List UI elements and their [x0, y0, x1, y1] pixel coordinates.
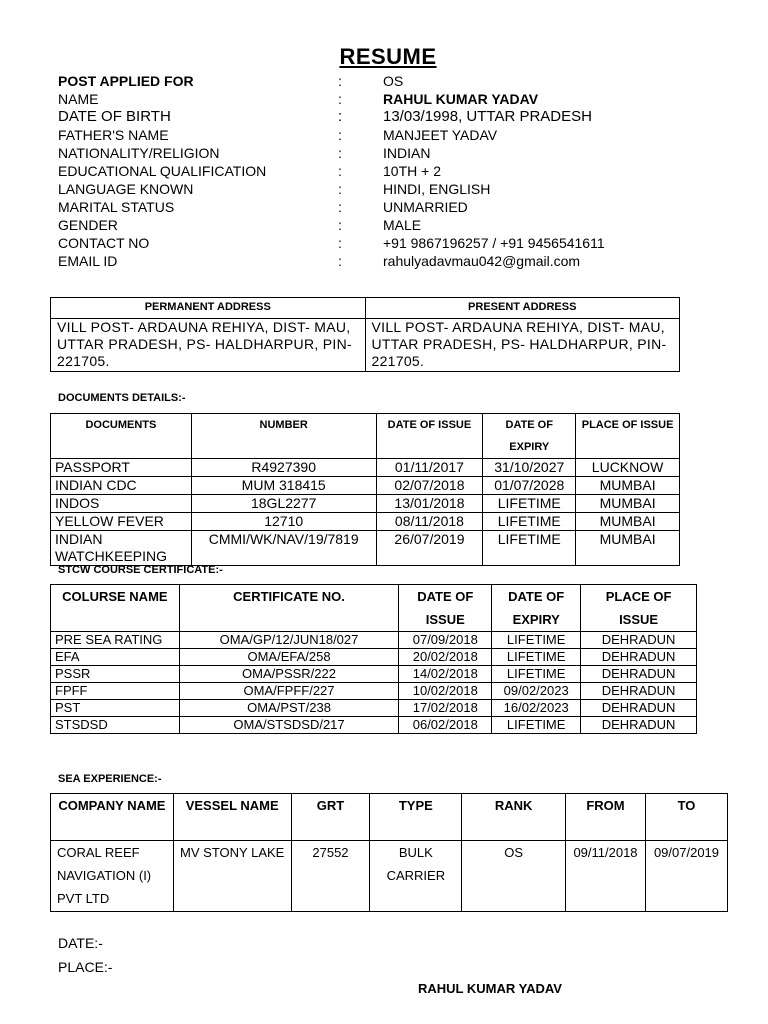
- table-cell: OMA/FPFF/227: [179, 683, 399, 700]
- column-header: GRT: [291, 794, 370, 841]
- header-row: [51, 585, 697, 632]
- table-cell: 27552: [291, 841, 370, 912]
- table-cell: DEHRADUN: [581, 683, 697, 700]
- table-cell: OMA/PSSR/222: [179, 666, 399, 683]
- info-row: [58, 126, 618, 144]
- column-header: COLURSE NAME: [51, 585, 180, 632]
- info-label: NATIONALITY/RELIGION: [58, 145, 220, 161]
- info-value: 13/03/1998, UTTAR PRADESH: [383, 108, 592, 125]
- info-label: EDUCATIONAL QUALIFICATION: [58, 163, 267, 179]
- table-cell: 20/02/2018: [399, 649, 492, 666]
- table-cell: LIFETIME: [483, 513, 576, 531]
- table-cell: LIFETIME: [492, 632, 581, 649]
- table-cell: MUMBAI: [576, 513, 680, 531]
- table-cell: DEHRADUN: [581, 632, 697, 649]
- info-value: +91 9867196257 / +91 9456541611: [383, 235, 605, 251]
- sea-experience-table: [50, 793, 728, 912]
- table-row: [51, 477, 680, 495]
- column-header: CERTIFICATE NO.: [179, 585, 399, 632]
- table-cell: 14/02/2018: [399, 666, 492, 683]
- table-cell: PST: [51, 700, 180, 717]
- table-cell: 01/07/2028: [483, 477, 576, 495]
- info-separator: :: [338, 127, 342, 143]
- table-cell: 26/07/2019: [376, 531, 483, 566]
- table-cell: LIFETIME: [483, 531, 576, 566]
- table-cell: R4927390: [191, 459, 376, 477]
- table-cell: MUMBAI: [576, 531, 680, 566]
- column-header: DOCUMENTS: [51, 414, 192, 459]
- sea-experience-heading: SEA EXPERIENCE:-: [58, 773, 162, 785]
- table-row: [51, 495, 680, 513]
- info-label: LANGUAGE KNOWN: [58, 181, 194, 197]
- table-cell: 31/10/2027: [483, 459, 576, 477]
- table-row: [51, 666, 697, 683]
- info-label: EMAIL ID: [58, 253, 118, 269]
- info-value: INDIAN: [383, 145, 431, 161]
- info-row: [58, 144, 618, 162]
- info-label: MARITAL STATUS: [58, 199, 175, 215]
- info-row: [58, 162, 618, 180]
- table-cell: 17/02/2018: [399, 700, 492, 717]
- info-value: MALE: [383, 217, 422, 233]
- header-row: [51, 794, 728, 841]
- column-header: DATE OF EXPIRY: [483, 414, 576, 459]
- table-cell: 18GL2277: [191, 495, 376, 513]
- table-cell: CMMI/WK/NAV/19/7819: [191, 531, 376, 566]
- table-row: [51, 649, 697, 666]
- info-separator: :: [338, 91, 342, 107]
- table-cell: CORAL REEF NAVIGATION (I) PVT LTD: [51, 841, 174, 912]
- table-cell: 10/02/2018: [399, 683, 492, 700]
- table-cell: 09/07/2019: [645, 841, 727, 912]
- column-header: PLACE OF ISSUE: [576, 414, 680, 459]
- permanent-address-header: PERMANENT ADDRESS: [51, 298, 366, 319]
- info-label: GENDER: [58, 217, 118, 233]
- signature-name: RAHUL KUMAR YADAV: [418, 981, 562, 996]
- table-cell: 08/11/2018: [376, 513, 483, 531]
- table-cell: DEHRADUN: [581, 700, 697, 717]
- address-table: [50, 297, 680, 372]
- table-cell: 02/07/2018: [376, 477, 483, 495]
- table-cell: DEHRADUN: [581, 649, 697, 666]
- present-address: VILL POST- ARDAUNA REHIYA, DIST- MAU, UTTAR PRADESH, PS- HALDHARPUR, PIN- 221705.: [365, 319, 680, 372]
- column-header: NUMBER: [191, 414, 376, 459]
- info-row: [58, 198, 618, 216]
- table-cell: 09/11/2018: [566, 841, 646, 912]
- info-row: [58, 108, 618, 126]
- table-cell: PASSPORT: [51, 459, 192, 477]
- table-cell: INDIAN WATCHKEEPING: [51, 531, 192, 566]
- table-row: [51, 841, 728, 912]
- documents-table: [50, 413, 680, 566]
- table-cell: OMA/GP/12/JUN18/027: [179, 632, 399, 649]
- table-cell: 16/02/2023: [492, 700, 581, 717]
- info-value: UNMARRIED: [383, 199, 468, 215]
- table-cell: DEHRADUN: [581, 717, 697, 734]
- info-label: POST APPLIED FOR: [58, 73, 194, 89]
- info-value: OS: [383, 73, 404, 89]
- info-label: CONTACT NO: [58, 235, 150, 251]
- column-header: COMPANY NAME: [51, 794, 174, 841]
- info-separator: :: [338, 163, 342, 179]
- header-row: [51, 414, 680, 459]
- info-label: FATHER'S NAME: [58, 127, 169, 143]
- info-separator: :: [338, 217, 342, 233]
- table-cell: 07/09/2018: [399, 632, 492, 649]
- column-header: VESSEL NAME: [173, 794, 291, 841]
- permanent-address: VILL POST- ARDAUNA REHIYA, DIST- MAU, UTTAR PRADESH, PS- HALDHARPUR, PIN- 221705.: [51, 319, 366, 372]
- info-separator: :: [338, 253, 342, 269]
- table-cell: 06/02/2018: [399, 717, 492, 734]
- stcw-heading: STCW COURSE CERTIFICATE:-: [58, 564, 223, 576]
- table-cell: OS: [462, 841, 566, 912]
- place-label: PLACE:-: [58, 959, 113, 975]
- table-row: [51, 700, 697, 717]
- table-row: [51, 513, 680, 531]
- resume-title: RESUME: [339, 44, 437, 69]
- table-row: [51, 531, 680, 566]
- table-cell: EFA: [51, 649, 180, 666]
- table-cell: LIFETIME: [492, 717, 581, 734]
- info-row: [58, 216, 618, 234]
- table-cell: LIFETIME: [483, 495, 576, 513]
- table-cell: FPFF: [51, 683, 180, 700]
- info-label: NAME: [58, 91, 99, 107]
- documents-heading: DOCUMENTS DETAILS:-: [58, 392, 186, 404]
- table-cell: MUMBAI: [576, 495, 680, 513]
- column-header: DATE OF ISSUE: [376, 414, 483, 459]
- column-header: FROM: [566, 794, 646, 841]
- info-value: HINDI, ENGLISH: [383, 181, 491, 197]
- info-separator: :: [338, 108, 343, 125]
- table-cell: YELLOW FEVER: [51, 513, 192, 531]
- table-cell: INDIAN CDC: [51, 477, 192, 495]
- info-separator: :: [338, 235, 342, 251]
- info-value: MANJEET YADAV: [383, 127, 498, 143]
- column-header: RANK: [462, 794, 566, 841]
- info-row: [58, 252, 618, 270]
- table-cell: INDOS: [51, 495, 192, 513]
- table-cell: STSDSD: [51, 717, 180, 734]
- table-row: [51, 717, 697, 734]
- table-cell: LIFETIME: [492, 649, 581, 666]
- table-cell: 09/02/2023: [492, 683, 581, 700]
- table-row: [51, 632, 697, 649]
- table-cell: MUMBAI: [576, 477, 680, 495]
- table-cell: 12710: [191, 513, 376, 531]
- stcw-table: [50, 584, 697, 734]
- info-row: [58, 72, 618, 90]
- table-row: [51, 459, 680, 477]
- table-cell: 13/01/2018: [376, 495, 483, 513]
- info-separator: :: [338, 181, 342, 197]
- table-cell: BULK CARRIER: [370, 841, 462, 912]
- table-cell: PSSR: [51, 666, 180, 683]
- table-cell: LIFETIME: [492, 666, 581, 683]
- table-cell: MUM 318415: [191, 477, 376, 495]
- column-header: DATE OF ISSUE: [399, 585, 492, 632]
- column-header: TO: [645, 794, 727, 841]
- personal-details: [58, 72, 618, 270]
- date-label: DATE:-: [58, 935, 103, 951]
- info-row: [58, 180, 618, 198]
- present-address-header: PRESENT ADDRESS: [365, 298, 680, 319]
- info-separator: :: [338, 199, 342, 215]
- table-row: [51, 683, 697, 700]
- table-cell: DEHRADUN: [581, 666, 697, 683]
- info-row: [58, 90, 618, 108]
- table-cell: MV STONY LAKE: [173, 841, 291, 912]
- info-separator: :: [338, 73, 342, 89]
- info-value: rahulyadavmau042@gmail.com: [383, 253, 581, 269]
- column-header: TYPE: [370, 794, 462, 841]
- column-header: PLACE OF ISSUE: [581, 585, 697, 632]
- info-value: RAHUL KUMAR YADAV: [383, 91, 539, 107]
- info-label: DATE OF BIRTH: [58, 108, 171, 125]
- info-separator: :: [338, 145, 342, 161]
- info-row: [58, 234, 618, 252]
- table-cell: 01/11/2017: [376, 459, 483, 477]
- column-header: DATE OF EXPIRY: [492, 585, 581, 632]
- table-cell: LUCKNOW: [576, 459, 680, 477]
- table-cell: OMA/PST/238: [179, 700, 399, 717]
- table-cell: PRE SEA RATING: [51, 632, 180, 649]
- table-cell: OMA/STSDSD/217: [179, 717, 399, 734]
- info-value: 10TH + 2: [383, 163, 441, 179]
- table-cell: OMA/EFA/258: [179, 649, 399, 666]
